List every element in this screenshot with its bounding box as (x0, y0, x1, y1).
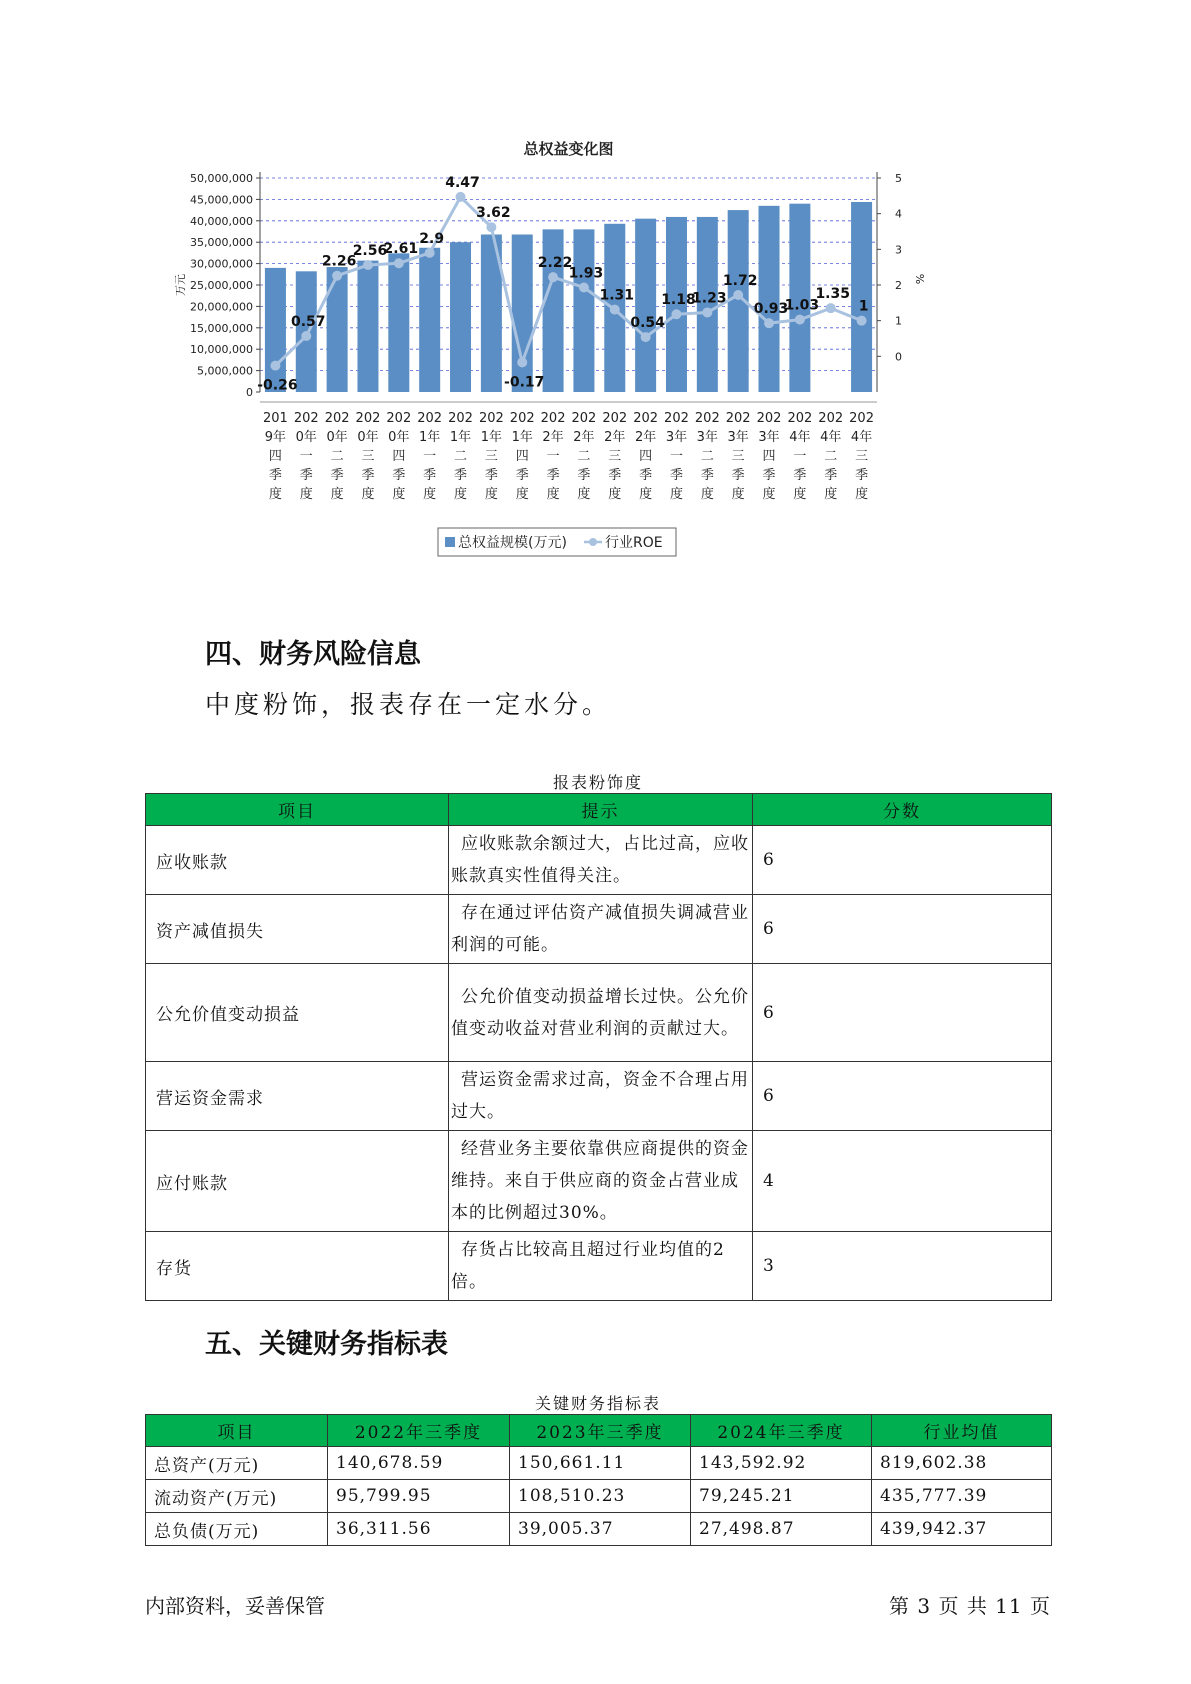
y-tick-label: 35,000,000 (190, 236, 253, 250)
header-2023q3: 2023年三季度 (510, 1415, 691, 1447)
x-tick-label: 201 (263, 411, 288, 426)
x-tick-label: 二 (330, 449, 344, 464)
x-tick-label: 二 (454, 449, 468, 464)
kpi-value-cell: 79,245.21 (691, 1480, 872, 1513)
table-row (146, 1232, 1052, 1301)
risk-item-cell: 应付账款 (146, 1131, 449, 1232)
x-tick-label: 0年 (357, 430, 379, 445)
x-tick-label: 度 (762, 487, 776, 502)
x-tick-label: 季 (268, 468, 282, 483)
header-tip: 提示 (449, 794, 753, 826)
y-tick-label: 0 (246, 386, 253, 399)
roe-point (394, 258, 404, 268)
x-tick-label: 4年 (789, 430, 811, 445)
kpi-table (145, 1414, 1052, 1546)
x-tick-label: 1年 (511, 430, 533, 445)
roe-point (270, 361, 280, 371)
x-tick-label: 季 (793, 468, 807, 483)
x-tick-label: 度 (546, 487, 560, 502)
risk-tip-cell: 应收账款余额过大，占比过高，应收账款真实性值得关注。 (449, 826, 753, 895)
x-tick-label: 季 (577, 468, 591, 483)
section-5-heading: 五、关键财务指标表 (205, 1329, 448, 1360)
risk-score-cell: 6 (753, 1062, 1052, 1131)
roe-data-label: -0.17 (504, 374, 545, 391)
x-tick-label: 0年 (326, 430, 348, 445)
x-tick-label: 0年 (388, 430, 410, 445)
x-tick-label: 202 (818, 411, 844, 426)
roe-data-label: 2.61 (383, 241, 419, 258)
x-tick-label: 度 (731, 487, 745, 502)
bar (851, 202, 872, 392)
roe-data-label: -0.26 (257, 377, 298, 394)
risk-item-cell: 应收账款 (146, 826, 449, 895)
x-tick-label: 202 (756, 411, 782, 426)
x-tick-label: 季 (515, 468, 529, 483)
chart-title: 总权益变化图 (523, 140, 614, 158)
y-tick-label: 45,000,000 (190, 193, 253, 207)
roe-point (486, 222, 496, 232)
kpi-value-cell: 143,592.92 (691, 1447, 872, 1480)
table-row (146, 1062, 1052, 1131)
x-tick-label: 四 (392, 449, 406, 464)
x-tick-label: 季 (299, 468, 313, 483)
x-tick-label: 季 (639, 468, 653, 483)
kpi-item-cell: 流动资产(万元) (146, 1480, 328, 1513)
x-tick-label: 3年 (696, 430, 718, 445)
x-tick-label: 三 (855, 449, 869, 464)
bar (265, 268, 286, 392)
header-item: 项目 (146, 794, 449, 826)
x-tick-label: 度 (515, 487, 529, 502)
x-tick-label: 一 (423, 449, 437, 464)
risk-item-cell: 公允价值变动损益 (146, 964, 449, 1062)
x-tick-label: 202 (725, 411, 751, 426)
roe-data-label: 2.22 (537, 255, 573, 272)
x-tick-label: 1年 (449, 430, 472, 445)
x-tick-label: 3年 (665, 430, 688, 445)
x-tick-label: 三 (361, 449, 375, 464)
roe-point (301, 331, 311, 341)
x-tick-label: 度 (484, 487, 498, 502)
kpi-value-cell: 95,799.95 (328, 1480, 510, 1513)
risk-score-cell: 3 (753, 1232, 1052, 1301)
table-row (146, 1513, 1052, 1546)
x-tick-label: 度 (392, 487, 406, 502)
roe-data-label: 1.23 (692, 290, 727, 307)
kpi-value-cell: 108,510.23 (510, 1480, 691, 1513)
roe-point (548, 272, 558, 282)
roe-data-label: 1.72 (722, 272, 758, 289)
x-tick-label: 季 (484, 468, 498, 483)
x-tick-label: 度 (423, 487, 437, 502)
kpi-value-cell: 435,777.39 (872, 1480, 1052, 1513)
bar (512, 234, 533, 392)
kpi-value-cell: 27,498.87 (691, 1513, 872, 1546)
x-tick-label: 202 (417, 411, 443, 426)
y-tick-label: 40,000,000 (190, 214, 253, 228)
kpi-value-cell: 439,942.37 (872, 1513, 1052, 1546)
roe-data-label: 2.9 (419, 230, 445, 247)
bar (543, 229, 564, 392)
header-industry-avg: 行业均值 (872, 1415, 1052, 1447)
roe-point (579, 282, 589, 292)
x-tick-label: 2年 (542, 430, 564, 445)
x-tick-label: 一 (299, 449, 313, 464)
legend-bar-swatch (445, 537, 455, 547)
x-tick-label: 202 (386, 411, 412, 426)
y2-tick-label: 4 (895, 207, 902, 221)
y-tick-label: 10,000,000 (190, 343, 253, 357)
footer-confidential: 内部资料，妥善保管 (145, 1594, 325, 1618)
section-4-heading: 四、财务风险信息 (205, 639, 421, 670)
x-tick-label: 度 (700, 487, 714, 502)
roe-data-label: 4.47 (445, 174, 480, 191)
y-tick-label: 50,000,000 (190, 172, 253, 185)
table-header-row (146, 1415, 1052, 1447)
y-tick-label: 20,000,000 (190, 300, 253, 314)
x-tick-label: 度 (855, 487, 869, 502)
y-tick-label: 15,000,000 (190, 321, 253, 335)
legend-line-label: 行业ROE (605, 535, 663, 551)
x-tick-label: 202 (478, 411, 504, 426)
roe-point (733, 290, 743, 300)
x-tick-label: 季 (824, 468, 838, 483)
x-tick-label: 202 (540, 411, 566, 426)
header-item: 项目 (146, 1415, 328, 1447)
risk-summary: 中度粉饰，报表存在一定水分。 (205, 690, 612, 719)
x-tick-label: 度 (608, 487, 622, 502)
risk-tip-cell: 存在通过评估资产减值损失调减营业利润的可能。 (449, 895, 753, 964)
roe-point (332, 271, 342, 281)
x-tick-label: 二 (824, 449, 838, 464)
table-row (146, 1131, 1052, 1232)
roe-point (425, 248, 435, 258)
x-tick-label: 四 (639, 449, 653, 464)
roe-point (795, 315, 805, 325)
roe-point (641, 332, 651, 342)
roe-point (363, 260, 373, 270)
roe-data-label: 0.54 (630, 315, 665, 332)
kpi-value-cell: 140,678.59 (328, 1447, 510, 1480)
x-tick-label: 4年 (820, 430, 842, 445)
x-tick-label: 季 (762, 468, 776, 483)
roe-point (702, 307, 712, 317)
x-tick-label: 四 (762, 449, 776, 464)
x-tick-label: 三 (731, 449, 745, 464)
x-tick-label: 1年 (419, 430, 441, 445)
roe-data-label: 2.26 (321, 253, 357, 270)
y2-tick-label: 1 (895, 314, 902, 328)
x-tick-label: 度 (824, 487, 838, 502)
table-header-row (146, 794, 1052, 826)
x-tick-label: 202 (355, 411, 381, 426)
roe-data-label: 1.31 (599, 287, 635, 304)
x-tick-label: 度 (299, 487, 313, 502)
x-tick-label: 2年 (573, 430, 595, 445)
legend-line-marker (589, 538, 597, 546)
bar (573, 229, 594, 392)
x-tick-label: 202 (324, 411, 350, 426)
roe-point (610, 305, 620, 315)
equity-chart (160, 140, 990, 600)
x-tick-label: 度 (454, 487, 468, 502)
x-tick-label: 三 (484, 449, 498, 464)
x-tick-label: 季 (546, 468, 560, 483)
x-tick-label: 二 (577, 449, 591, 464)
risk-tip-cell: 经营业务主要依靠供应商提供的资金维持。来自于供应商的资金占营业成本的比例超过30%。 (449, 1131, 753, 1232)
x-tick-label: 度 (268, 487, 282, 502)
x-tick-label: 一 (669, 449, 683, 464)
roe-point (764, 318, 774, 328)
header-2024q3: 2024年三季度 (691, 1415, 872, 1447)
table-row (146, 1447, 1052, 1480)
roe-point (671, 309, 681, 319)
x-tick-label: 202 (293, 411, 319, 426)
y2-tick-label: 3 (895, 243, 902, 257)
bar (419, 248, 440, 392)
roe-data-label: 0.93 (753, 301, 789, 318)
x-tick-label: 二 (700, 449, 714, 464)
risk-tip-cell: 公允价值变动损益增长过快。公允价值变动收益对营业利润的贡献过大。 (449, 964, 753, 1062)
kpi-value-cell: 36,311.56 (328, 1513, 510, 1546)
y-tick-label: 25,000,000 (190, 279, 253, 292)
x-tick-label: 季 (700, 468, 714, 483)
footer-page-number: 第 3 页 共 11 页 (889, 1594, 1051, 1618)
roe-point (456, 192, 466, 202)
roe-point (857, 316, 867, 326)
bar (388, 253, 409, 392)
x-tick-label: 四 (515, 449, 529, 464)
y2-tick-label: 0 (895, 350, 902, 364)
x-tick-label: 202 (694, 411, 720, 426)
roe-data-label: 1 (858, 298, 869, 315)
x-tick-label: 度 (793, 487, 807, 502)
x-tick-label: 三 (608, 449, 622, 464)
roe-data-label: 1.93 (568, 265, 604, 282)
x-tick-label: 度 (330, 487, 344, 502)
y2-tick-label: 2 (895, 279, 902, 292)
x-tick-label: 202 (664, 411, 689, 426)
x-tick-label: 1年 (480, 430, 503, 445)
x-tick-label: 202 (448, 411, 473, 426)
x-tick-label: 季 (731, 468, 745, 483)
bar (357, 261, 378, 392)
x-tick-label: 202 (787, 411, 813, 426)
bar (635, 219, 656, 392)
roe-point (517, 357, 527, 367)
x-tick-label: 度 (639, 487, 653, 502)
x-tick-label: 季 (330, 468, 344, 483)
risk-item-cell: 存货 (146, 1232, 449, 1301)
x-tick-label: 0年 (295, 430, 317, 445)
roe-point (826, 303, 836, 313)
y2-axis-label: % (913, 273, 926, 285)
x-tick-label: 季 (855, 468, 869, 483)
x-tick-label: 季 (392, 468, 406, 483)
x-tick-label: 202 (633, 411, 659, 426)
y2-tick-label: 5 (895, 172, 902, 185)
risk-score-cell: 4 (753, 1131, 1052, 1232)
kpi-value-cell: 819,602.38 (872, 1447, 1052, 1480)
kpi-table-caption: 关键财务指标表 (534, 1394, 661, 1413)
equity-chart-svg (160, 140, 990, 600)
y-tick-label: 5,000,000 (197, 364, 253, 378)
y-axis-label: 万元 (174, 274, 187, 296)
table-row (146, 826, 1052, 895)
kpi-value-cell: 150,661.11 (510, 1447, 691, 1480)
risk-item-cell: 资产减值损失 (146, 895, 449, 964)
roe-data-label: 0.57 (291, 314, 326, 331)
y-tick-label: 30,000,000 (190, 257, 253, 271)
table-row (146, 964, 1052, 1062)
x-tick-label: 季 (423, 468, 437, 483)
x-tick-label: 3年 (758, 430, 780, 445)
x-tick-label: 9年 (264, 430, 287, 445)
risk-item-cell: 营运资金需求 (146, 1062, 449, 1131)
risk-table-caption: 报表粉饰度 (552, 773, 643, 792)
x-tick-label: 一 (793, 449, 807, 464)
bar (450, 242, 471, 392)
risk-table (145, 793, 1052, 1301)
table-row (146, 1480, 1052, 1513)
header-score: 分数 (753, 794, 1052, 826)
x-tick-label: 2年 (604, 430, 626, 445)
x-tick-label: 季 (608, 468, 622, 483)
x-tick-label: 度 (669, 487, 683, 502)
x-tick-label: 202 (602, 411, 628, 426)
x-tick-label: 一 (546, 449, 560, 464)
x-tick-label: 4年 (850, 430, 873, 445)
risk-tip-cell: 营运资金需求过高，资金不合理占用过大。 (449, 1062, 753, 1131)
table-row (146, 895, 1052, 964)
kpi-value-cell: 39,005.37 (510, 1513, 691, 1546)
risk-score-cell: 6 (753, 826, 1052, 895)
header-2022q3: 2022年三季度 (328, 1415, 510, 1447)
x-tick-label: 季 (361, 468, 375, 483)
roe-data-label: 3.62 (476, 205, 511, 222)
legend-bar-label: 总权益规模(万元) (458, 535, 567, 551)
roe-data-label: 1.03 (784, 297, 820, 314)
x-tick-label: 四 (268, 449, 282, 464)
x-tick-label: 季 (454, 468, 468, 483)
roe-data-label: 1.18 (661, 292, 696, 309)
bar (759, 206, 780, 392)
x-tick-label: 202 (571, 411, 597, 426)
kpi-item-cell: 总负债(万元) (146, 1513, 328, 1546)
risk-score-cell: 6 (753, 895, 1052, 964)
x-tick-label: 202 (849, 411, 874, 426)
x-tick-label: 度 (361, 487, 375, 502)
x-tick-label: 3年 (727, 430, 749, 445)
bar (327, 267, 348, 392)
kpi-item-cell: 总资产(万元) (146, 1447, 328, 1480)
risk-score-cell: 6 (753, 964, 1052, 1062)
roe-data-label: 1.35 (815, 286, 850, 303)
x-tick-label: 度 (577, 487, 591, 502)
x-tick-label: 202 (509, 411, 535, 426)
x-tick-label: 季 (669, 468, 683, 483)
roe-data-label: 2.56 (352, 243, 388, 260)
x-tick-label: 2年 (634, 430, 657, 445)
risk-tip-cell: 存货占比较高且超过行业均值的2倍。 (449, 1232, 753, 1301)
